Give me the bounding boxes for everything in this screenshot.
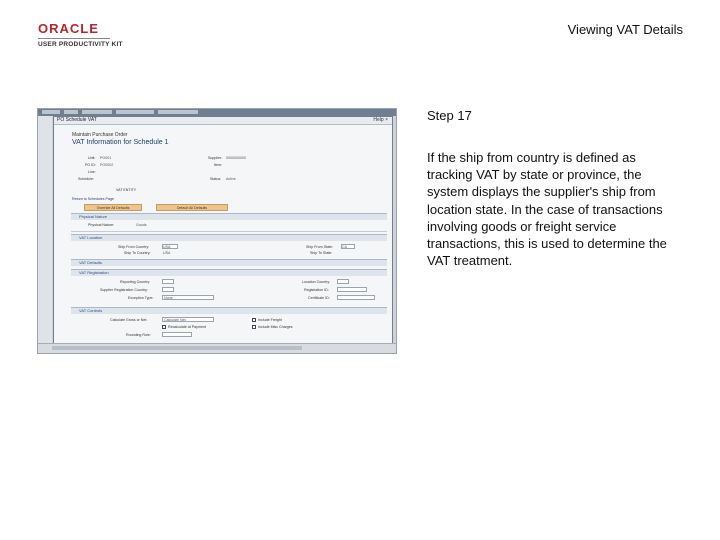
physical-nature-label: Physical Nature:: [88, 223, 115, 227]
logo-product: USER PRODUCTIVITY KIT: [38, 41, 123, 48]
supplier-reg-country-label: Supplier Registration Country:: [100, 288, 148, 292]
ship-to-country-value: USA: [163, 251, 171, 255]
reporting-country-field[interactable]: [162, 279, 174, 284]
recalc-payment-checkbox[interactable]: [162, 325, 166, 329]
ship-to-state-label: Ship To State:: [310, 251, 333, 255]
modal-header: [54, 117, 392, 125]
oracle-upk-logo: [38, 22, 128, 48]
location-country-field[interactable]: [337, 279, 349, 284]
return-link[interactable]: Return to Schedules Page: [72, 197, 114, 201]
certificate-id-label: Certificate ID:: [308, 296, 330, 300]
unit-value: PO001: [100, 156, 112, 160]
section-vat-registration[interactable]: VAT Registration: [71, 269, 387, 276]
physical-nature-value: Goods: [136, 223, 147, 227]
section-vat-defaults[interactable]: VAT Defaults: [71, 259, 387, 266]
exception-type-label: Exception Type:: [128, 296, 154, 300]
ship-from-country-value: USA: [163, 245, 171, 249]
logo-brand: ORACLE: [38, 21, 99, 36]
include-misc-checkbox[interactable]: [252, 325, 256, 329]
ship-from-country-label: Ship From Country:: [118, 245, 150, 249]
override-all-button[interactable]: Override All Defaults: [84, 204, 142, 211]
ship-from-state-label: Ship From State:: [306, 245, 333, 249]
help-close-link[interactable]: Help ×: [373, 117, 388, 123]
calc-gross-net-label: Calculate Gross or Net:: [110, 318, 148, 322]
section-vat-controls[interactable]: VAT Controls: [71, 307, 387, 314]
status-label: Status:: [210, 177, 222, 181]
unit-label: Unit:: [88, 156, 96, 160]
schedule-label: Schedule:: [78, 177, 94, 181]
modal-title: PO Schedule VAT: [57, 117, 97, 123]
rounding-rule-label: Rounding Rule:: [126, 333, 151, 337]
app-title-bar: [38, 109, 396, 116]
status-value: Active: [226, 177, 236, 181]
registration-id-field[interactable]: [337, 287, 367, 292]
section-vat-location[interactable]: VAT Location: [71, 234, 387, 241]
recalc-payment-label: Recalculate at Payment: [168, 325, 206, 329]
exception-type-value: None: [164, 296, 173, 300]
supplier-value: 0000000000: [226, 156, 246, 160]
rounding-rule-select[interactable]: [162, 332, 192, 337]
app-left-strip: [38, 116, 52, 346]
page-heading: VAT Information for Schedule 1: [72, 139, 169, 146]
scrollbar-thumb[interactable]: [52, 346, 302, 350]
line-label: Line:: [88, 170, 96, 174]
section-divider: [71, 231, 387, 232]
default-all-button[interactable]: Default All Defaults: [156, 204, 228, 211]
registration-id-label: Registration ID:: [304, 288, 329, 292]
vat-modal-window: [53, 116, 393, 344]
step-description: If the ship from country is defined as tracking VAT by state or province, the system displays the supplier's ship from location state. In the case of transactions involving goods or freight service transactions, this is used to determine the VAT treatment.: [427, 150, 667, 269]
po-id-label: PO ID:: [85, 163, 96, 167]
supplier-reg-country-field[interactable]: [162, 287, 174, 292]
item-label: Item:: [214, 163, 222, 167]
calc-gross-net-value: Calculate Net: [164, 318, 186, 322]
po-id-value: PO0002: [100, 163, 114, 167]
certificate-id-field[interactable]: [337, 295, 375, 300]
ship-from-state-value: CA: [342, 245, 347, 249]
location-country-label: Location Country:: [302, 280, 331, 284]
supplier-label: Supplier:: [208, 156, 223, 160]
reporting-country-label: Reporting Country:: [120, 280, 151, 284]
logo-divider: [38, 38, 110, 39]
include-freight-label: Include Freight: [258, 318, 282, 322]
vat-entity-label: VAT ENTITY: [116, 188, 137, 192]
section-physical-nature[interactable]: Physical Nature: [71, 213, 387, 220]
step-label: Step 17: [427, 108, 472, 123]
subheading: Maintain Purchase Order: [72, 132, 128, 138]
ship-to-country-label: Ship To Country:: [124, 251, 151, 255]
horizontal-scrollbar[interactable]: [38, 343, 396, 353]
include-freight-checkbox[interactable]: [252, 318, 256, 322]
application-screenshot: [37, 108, 397, 354]
include-misc-label: Include Misc Charges: [258, 325, 293, 329]
slide-title: Viewing VAT Details: [567, 22, 683, 37]
